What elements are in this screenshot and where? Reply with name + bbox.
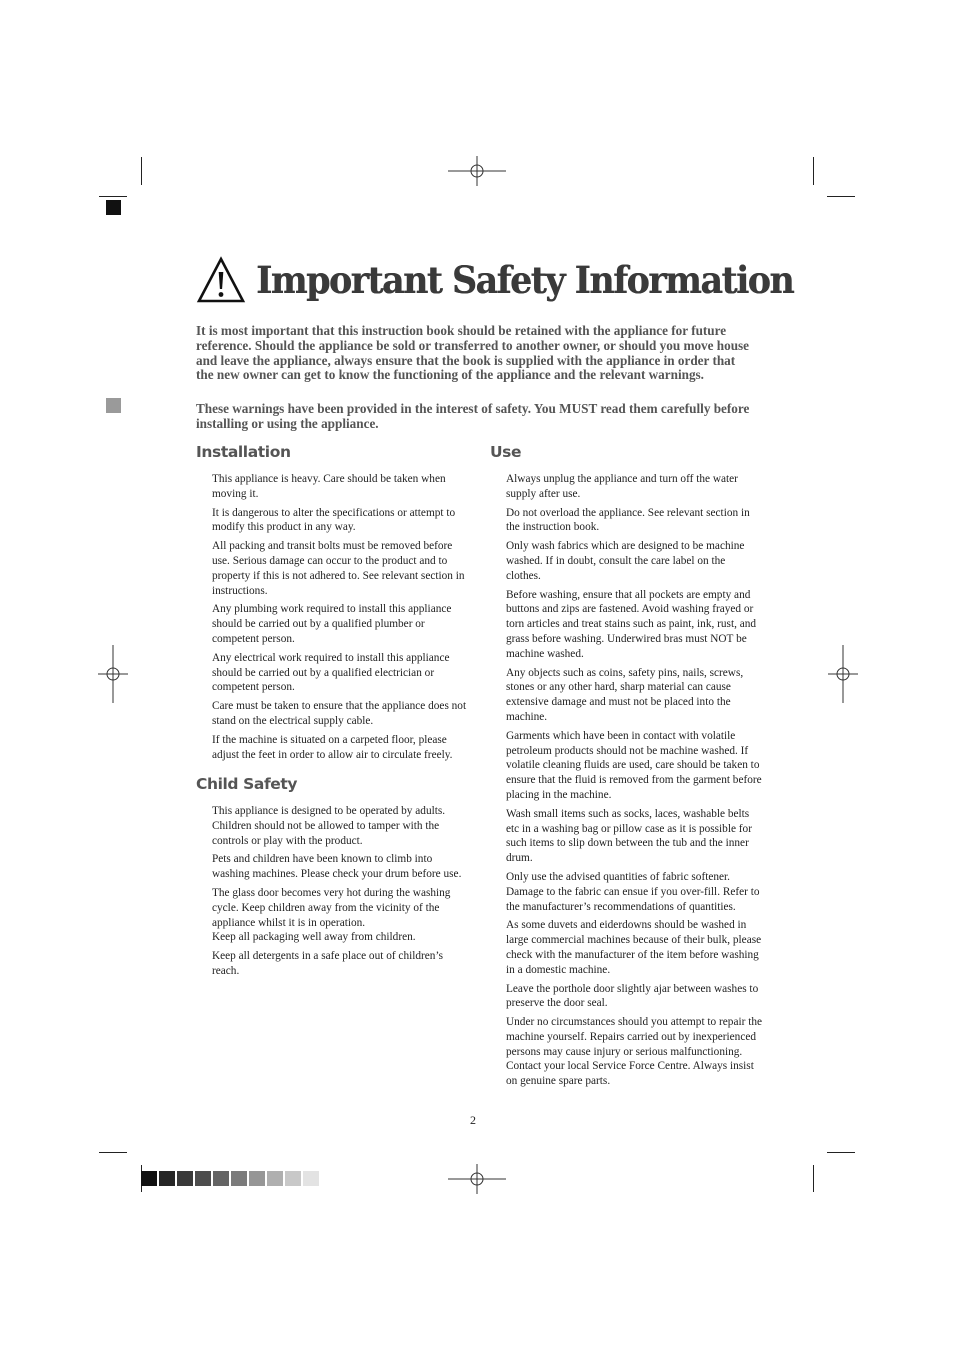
list-item: Do not overload the appliance. See relevant section in the instruction book.: [506, 506, 750, 534]
registration-mark-icon: [448, 1164, 506, 1194]
color-swatch: [141, 1171, 157, 1186]
intro-paragraph-warnings: These warnings have been provided in the interest of safety. You MUST read them carefully before installing or using the appliance.: [196, 401, 750, 431]
list-item: Only use the advised quantities of fabric softener. Damage to the fabric can ensue if you over-fill. Refer to the manufacturer’s recommendations of quantities.: [506, 870, 760, 913]
section-heading-installation: Installation: [196, 443, 291, 461]
page-title: Important Safety Information: [256, 258, 794, 302]
child-safety-list: [212, 804, 468, 983]
color-swatch: [177, 1171, 193, 1186]
registration-mark-icon: [448, 156, 506, 186]
list-item: It is dangerous to alter the specifications or attempt to modify this product in any way.: [212, 506, 456, 534]
list-item: As some duvets and eiderdowns should be washed in large commercial machines because of their bulk, please check with the manufacturer of the item before washing in a domestic machine.: [506, 919, 762, 976]
list-item: Before washing, ensure that all pockets are empty and buttons and zips are fastened. Avoid washing frayed or torn articles and treat stains such as paint, ink, rust, and grass before washing. Underwired bras must NOT be machine washed.: [506, 588, 757, 660]
registration-mark-icon: [828, 645, 858, 703]
list-item: This appliance is designed to be operated by adults. Children should not be allowed to tamper with the controls or play with the product.: [212, 805, 446, 847]
section-heading-child-safety: Child Safety: [196, 775, 298, 793]
list-item: The glass door becomes very hot during the washing cycle. Keep children away from the vicinity of the appliance whilst it is in operation.: [212, 886, 451, 929]
color-swatch: [267, 1171, 283, 1186]
crop-mark-bottom-left-horizontal: [99, 1152, 127, 1153]
crop-mark-bottom-right-horizontal: [827, 1152, 855, 1153]
section-heading-use: Use: [490, 443, 522, 461]
list-item: Leave the porthole door slightly ajar between washes to preserve the door seal.: [506, 982, 759, 1010]
color-calibration-bar: [141, 1171, 319, 1186]
list-item: Always unplug the appliance and turn off the water supply after use.: [506, 473, 738, 500]
crop-mark-top-left-horizontal: [99, 196, 127, 197]
list-item: Care must be taken to ensure that the appliance does not stand on the electrical supply cable.: [212, 700, 467, 727]
list-item: Any electrical work required to install this appliance should be carried out by a qualified electrician or competent person.: [212, 651, 450, 694]
color-swatch: [249, 1171, 265, 1186]
intro-paragraph-retain-book: It is most important that this instruction book should be retained with the appliance for future reference. Should the appliance be sold or transferred to another owner, or should you move house and leave the appliance, always ensure that the book is supplied with the appliance in order that the new owner can get to know the functioning of the appliance and the relevant warnings.: [196, 323, 750, 383]
list-item: Garments which have been in contact with volatile petroleum products should not be machine washed. If volatile cleaning fluids are used, care should be taken to ensure that the fluid is removed from the garment before placing in the machine.: [506, 729, 762, 801]
section-tab-marker: [106, 200, 121, 215]
section-tab-marker: [106, 398, 121, 413]
color-swatch: [231, 1171, 247, 1186]
list-item: All packing and transit bolts must be removed before use. Serious damage can occur to the product and to property if this is not adhered to. See relevant section in instructions.: [212, 540, 465, 597]
installation-list: [212, 472, 468, 766]
crop-mark-top-right-horizontal: [827, 196, 855, 197]
list-item: Under no circumstances should you attempt to repair the machine yourself. Repairs carried out by inexperienced persons may cause injury or serious malfunctioning. Contact your local Service Force Centre. Always insist on genuine spare parts.: [506, 1016, 762, 1088]
list-item: Any objects such as coins, safety pins, nails, screws, stones or any other hard, sharp material can cause extensive damage and must not be placed into the machine.: [506, 666, 744, 723]
list-item: Any plumbing work required to install this appliance should be carried out by a qualified plumber or competent person.: [212, 603, 452, 645]
list-item: This appliance is heavy. Care should be taken when moving it.: [212, 473, 446, 500]
list-item: Keep all detergents in a safe place out of children’s reach.: [212, 950, 443, 977]
list-item: Keep all packaging well away from children.: [212, 931, 416, 944]
color-swatch: [159, 1171, 175, 1186]
color-swatch: [285, 1171, 301, 1186]
list-item: Wash small items such as socks, laces, washable belts etc in a washing bag or pillow case as it is possible for such items to slip down between the tub and the inner drum.: [506, 807, 752, 865]
color-swatch: [213, 1171, 229, 1186]
list-item: If the machine is situated on a carpeted floor, please adjust the feet in order to allow air to circulate freely.: [212, 733, 453, 761]
use-list: [506, 472, 762, 1093]
crop-mark-bottom-right-vertical: [813, 1165, 814, 1192]
registration-mark-icon: [98, 645, 128, 703]
crop-mark-top-left-vertical: [141, 157, 142, 185]
warning-triangle-icon: [196, 255, 246, 305]
page-header: [196, 255, 827, 305]
list-item: Pets and children have been known to climb into washing machines. Please check your drum before use.: [212, 853, 462, 881]
color-swatch: [303, 1171, 319, 1186]
color-swatch: [195, 1171, 211, 1186]
crop-mark-top-right-vertical: [813, 157, 814, 185]
page-number: 2: [470, 1113, 476, 1127]
list-item: Only wash fabrics which are designed to be machine washed. If in doubt, consult the care label on the clothes.: [506, 540, 745, 582]
